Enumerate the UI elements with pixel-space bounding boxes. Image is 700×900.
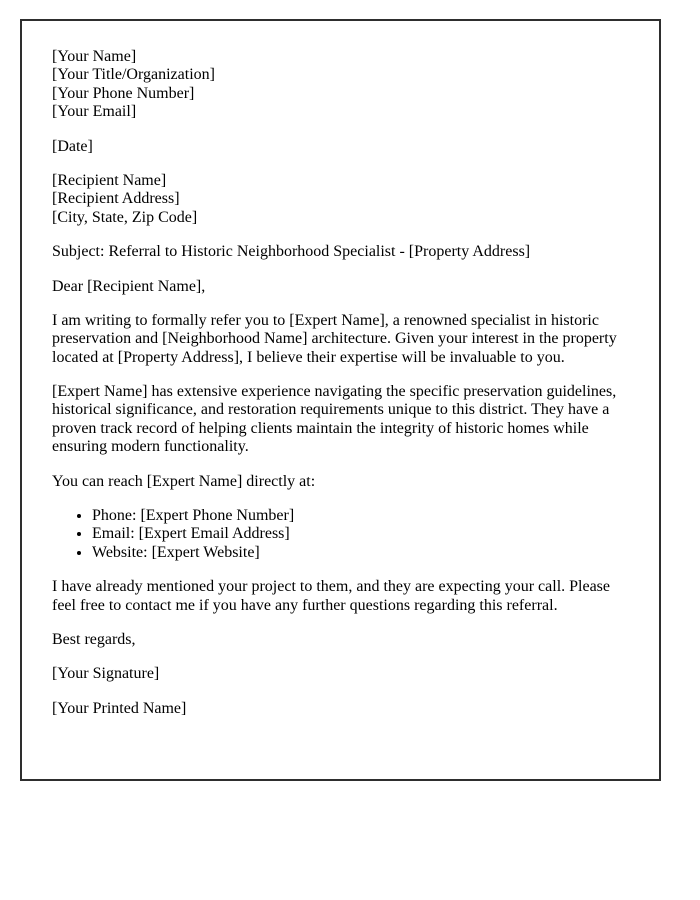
printed-name-placeholder: [Your Printed Name]	[52, 699, 187, 717]
sender-email: [Your Email]	[52, 103, 137, 121]
body-paragraph-1: I am writing to formally refer you to [Expert Name], a renowned specialist in historic preservation and [Neighborhood Name] architecture. Given your interest in the property located at [Property Address], I believe their expertise will be invaluable to you.	[52, 311, 617, 366]
contact-intro: You can reach [Expert Name] directly at:	[52, 472, 316, 490]
recipient-block	[52, 172, 629, 227]
expert-contact-list	[52, 507, 629, 562]
contact-email-item: • Email: [Expert Email Address]	[92, 525, 629, 543]
sender-title-organization: [Your Title/Organization]	[52, 66, 215, 84]
closing-paragraph: I have already mentioned your project to them, and they are expecting your call. Please feel free to contact me if you have any further questions regarding this referral.	[52, 578, 611, 614]
date-line: [Date]	[52, 137, 93, 155]
subject-line: Subject: Referral to Historic Neighborhood Specialist - [Property Address]	[52, 243, 531, 261]
signature-placeholder: [Your Signature]	[52, 665, 160, 683]
salutation: Dear [Recipient Name],	[52, 277, 206, 295]
contact-website-item: • Website: [Expert Website]	[92, 544, 629, 562]
sender-name: [Your Name]	[52, 48, 137, 65]
recipient-address: [Recipient Address]	[52, 190, 180, 208]
sign-off: Best regards,	[52, 630, 136, 648]
body-paragraph-2: [Expert Name] has extensive experience navigating the specific preservation guidelines, historical significance, and restoration requirements unique to this district. They have a proven track record of helping clients maintain the integrity of historic homes while ensuring modern functionality.	[52, 383, 617, 456]
sender-phone: [Your Phone Number]	[52, 84, 195, 102]
recipient-name: [Recipient Name]	[52, 171, 167, 189]
contact-phone-item: • Phone: [Expert Phone Number]	[92, 507, 629, 525]
recipient-city-state-zip: [City, State, Zip Code]	[52, 208, 198, 226]
sender-block	[52, 48, 629, 122]
letter-document	[20, 19, 661, 781]
